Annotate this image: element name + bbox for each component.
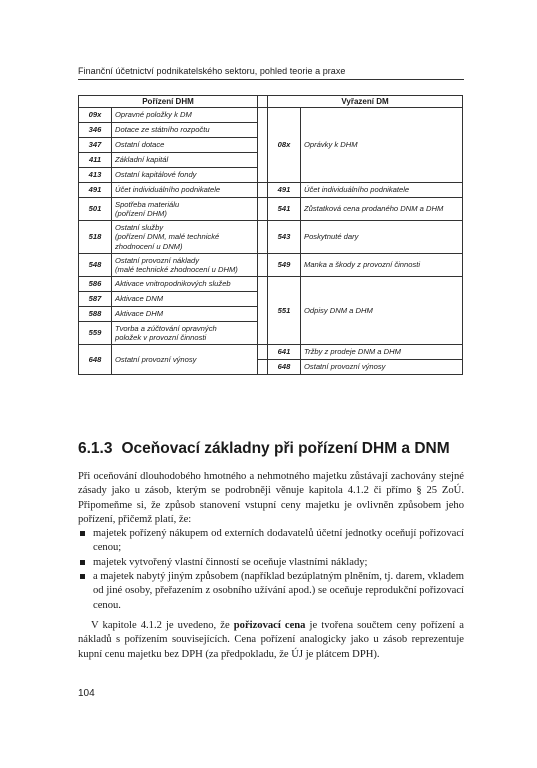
left-code: 411	[79, 153, 112, 168]
column-gap	[258, 277, 268, 345]
right-code: 551	[268, 277, 301, 345]
header-disposal: Vyřazení DM	[268, 96, 463, 108]
right-code: 641	[268, 345, 301, 360]
right-desc: Tržby z prodeje DNM a DHM	[301, 345, 463, 360]
right-code: 491	[268, 183, 301, 198]
list-item-text: majetek vytvořený vlastní činností se oceňuje vlastními náklady;	[93, 556, 368, 568]
bullet-square-icon	[80, 531, 85, 536]
column-gap	[258, 183, 268, 198]
bullet-square-icon	[80, 560, 85, 565]
left-desc: Spotřeba materiálu (pořízení DHM)	[112, 198, 258, 221]
left-desc: Aktivace DHM	[112, 307, 258, 322]
left-desc: Základní kapitál	[112, 153, 258, 168]
bullet-square-icon	[80, 574, 85, 579]
accounts-table	[78, 95, 463, 375]
list-item	[78, 556, 464, 570]
list-item	[78, 527, 464, 556]
left-desc: Aktivace vnitropodnikových služeb	[112, 277, 258, 292]
section-heading	[78, 440, 450, 458]
left-code: 346	[79, 123, 112, 138]
left-code: 588	[79, 307, 112, 322]
left-code: 347	[79, 138, 112, 153]
right-desc: Ostatní provozní výnosy	[301, 360, 463, 375]
left-code: 587	[79, 292, 112, 307]
right-code: 543	[268, 221, 301, 254]
right-desc: Zůstatková cena prodaného DNM a DHM	[301, 198, 463, 221]
column-gap	[258, 345, 268, 360]
left-code: 559	[79, 322, 112, 345]
list-item-text: a majetek nabytý jiným způsobem (například bezúplatným plněním, tj. darem, vkladem od jiné osoby, přeřazením z osobního užívání apod.) se oceňuje reprodukční pořizovací cenou.	[93, 571, 464, 611]
header-rule	[78, 79, 464, 80]
bullet-list	[78, 527, 464, 613]
header-acquisition: Pořízení DHM	[79, 96, 258, 108]
right-desc: Účet individuálního podnikatele	[301, 183, 463, 198]
left-code: 413	[79, 168, 112, 183]
right-desc: Odpisy DNM a DHM	[301, 277, 463, 345]
right-code: 648	[268, 360, 301, 375]
paragraph-text: V kapitole 4.1.2 je uvedeno, že	[91, 619, 234, 631]
left-desc: Účet individuálního podnikatele	[112, 183, 258, 198]
running-head: Finanční účetnictví podnikatelského sektoru, pohled teorie a praxe	[78, 66, 346, 76]
column-gap	[258, 198, 268, 221]
left-code: 09x	[79, 108, 112, 123]
column-gap	[258, 221, 268, 254]
paragraph-text: je tvořena součtem ceny pořízení a nákladů s pořízením souvisejících. Cena pořízení analogicky jako u zásob reprezentuje kupní cenu majetku bez DPH (za předpokladu, že ÚJ je plátcem DPH).	[78, 619, 464, 660]
section-title: Oceňovací základny při pořízení DHM a DNM	[121, 440, 450, 457]
right-desc: Oprávky k DHM	[301, 108, 463, 183]
right-desc: Poskytnuté dary	[301, 221, 463, 254]
left-code: 586	[79, 277, 112, 292]
right-desc: Manka a škody z provozní činnosti	[301, 254, 463, 277]
left-desc: Ostatní služby (pořízení DNM, malé technické zhodnocení u DNM)	[112, 221, 258, 254]
left-code: 648	[79, 345, 112, 375]
list-item	[78, 570, 464, 613]
left-code: 548	[79, 254, 112, 277]
left-desc: Ostatní provozní výnosy	[112, 345, 258, 375]
table-row	[79, 183, 463, 198]
table-row	[79, 198, 463, 221]
left-code: 491	[79, 183, 112, 198]
list-item-text: majetek pořízený nákupem od externích dodavatelů účetní jednotky oceňují pořizovací cenou;	[93, 528, 464, 554]
bold-term: pořizovací cena	[233, 619, 306, 631]
left-desc: Ostatní provozní náklady (malé technické zhodnocení u DHM)	[112, 254, 258, 277]
left-code: 518	[79, 221, 112, 254]
right-code: 541	[268, 198, 301, 221]
body-text	[78, 470, 464, 662]
left-desc: Opravné položky k DM	[112, 108, 258, 123]
paragraph	[78, 619, 464, 662]
table-row	[79, 221, 463, 254]
left-code: 501	[79, 198, 112, 221]
column-gap	[258, 360, 268, 375]
left-desc: Aktivace DNM	[112, 292, 258, 307]
table-row	[79, 254, 463, 277]
left-desc: Ostatní dotace	[112, 138, 258, 153]
column-gap	[258, 108, 268, 183]
left-desc: Ostatní kapitálové fondy	[112, 168, 258, 183]
section-number: 6.1.3	[78, 440, 113, 457]
table-row	[79, 108, 463, 123]
paragraph: Při oceňování dlouhodobého hmotného a nehmotného majetku zůstávají zachovány stejné zásady jako u zásob, kterým se podrobněji věnuje kapitola 4.1.2 či přímo § 25 ZoÚ. Připomeňme si, že způsob stanovení vstupní ceny majetku je ovlivněn způsobem jeho pořízení, přičemž platí, že:	[78, 471, 464, 525]
column-gap	[258, 254, 268, 277]
page-number: 104	[78, 688, 95, 699]
table-header-row	[79, 96, 463, 108]
right-code: 549	[268, 254, 301, 277]
table-row	[79, 277, 463, 292]
column-gap	[258, 96, 268, 108]
table-row	[79, 345, 463, 360]
left-desc: Tvorba a zúčtování opravných položek v provozní činnosti	[112, 322, 258, 345]
left-desc: Dotace ze státního rozpočtu	[112, 123, 258, 138]
right-code: 08x	[268, 108, 301, 183]
